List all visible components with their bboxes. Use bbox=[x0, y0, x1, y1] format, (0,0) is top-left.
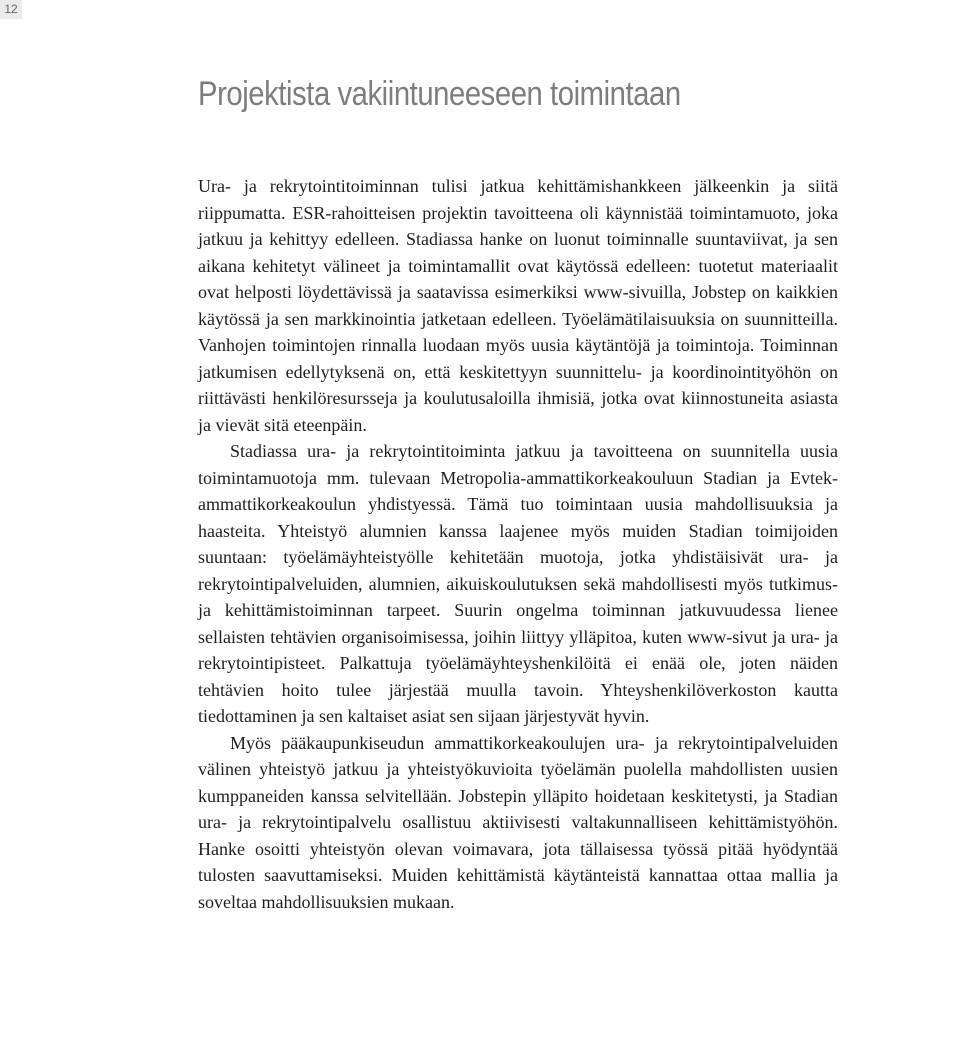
paragraph-3: Myös pääkaupunkiseudun ammattikorkeakoulujen ura- ja rekrytointipalveluiden välinen yhteistyö jatkuu ja yhteistyökuvioita työelämän puolella mahdollisten uusien kumppaneiden kanssa selvitellään. Jobstepin ylläpito hoidetaan keskitetysti, ja Stadian ura- ja rekrytointipalvelu osallistuu aktiivisesti valtakunnalliseen kehittämistyöhön. Hanke osoitti yhteistyön olevan voimavara, jota tällaisessa työssä pitää hyödyntää tulosten saavuttamiseksi. Muiden kehittämistä käytänteistä kannattaa ottaa mallia ja soveltaa mahdollisuuksien mukaan. bbox=[198, 732, 838, 912]
paragraph-1: Ura- ja rekrytointitoiminnan tulisi jatkua kehittämishankkeen jälkeenkin ja siitä riippumatta. ESR-rahoitteisen projektin tavoitteena oli käynnistää toimintamuoto, joka jatkuu ja kehittyy edelleen. Stadiassa hanke on luonut toiminnalle suuntaviivat, ja sen aikana kehitetyt välineet ja toimintamallit ovat käytössä edelleen: tuotetut materiaalit ovat helposti löydettävissä ja saatavissa esimerkiksi www-sivuilla, Jobstep on kaikkien käytössä ja sen markkinointia jatketaan edelleen. Työelämätilaisuuksia on suunnitteilla. Vanhojen toimintojen rinnalla luodaan myös uusia käytäntöjä ja toimintoja. Toiminnan jatkumisen edellytyksenä on, että keskitettyyn suunnittelu- ja koordinointityöhön on riittävästi henkilöresursseja ja koulutusaloilla ihmisiä, jotka ovat kiinnostuneita asiasta ja vievät sitä eteenpäin. bbox=[198, 176, 838, 435]
page-number: 12 bbox=[0, 0, 22, 19]
chapter-title: Projektista vakiintuneeseen toimintaan bbox=[198, 75, 681, 113]
paragraph-2: Stadiassa ura- ja rekrytointitoiminta jatkuu ja tavoitteena on suunnitella uusia toimintamuotoja mm. tulevaan Metropolia-ammattikorkeakouluun Stadian ja Evtek-ammattikorkeakoulun yhdistyessä. Tämä tuo toimintaan uusia mahdollisuuksia ja haasteita. Yhteistyö alumnien kanssa laajenee myös muiden Stadian toimijoiden suuntaan: työelämäyhteistyölle kehitetään muotoja, jotka yhdistäisivät ura- ja rekrytointipalveluiden, alumnien, aikuiskoulutuksen sekä mahdollisesti myös tutkimus- ja kehittämistoiminnan tarpeet. Suurin ongelma toiminnan jatkuvuudessa lienee sellaisten tehtävien organisoimisessa, joihin liittyy ylläpitoa, kuten www-sivut ja ura- ja rekrytointipisteet. Palkattuja työelämäyhteyshenkilöitä ei enää ole, joten näiden tehtävien hoito tulee järjestää muulla tavoin. Yhteyshenkilöverkoston kautta tiedottaminen ja sen kaltaiset asiat sen sijaan järjestyvät hyvin. bbox=[198, 441, 838, 726]
body-text bbox=[198, 173, 838, 915]
